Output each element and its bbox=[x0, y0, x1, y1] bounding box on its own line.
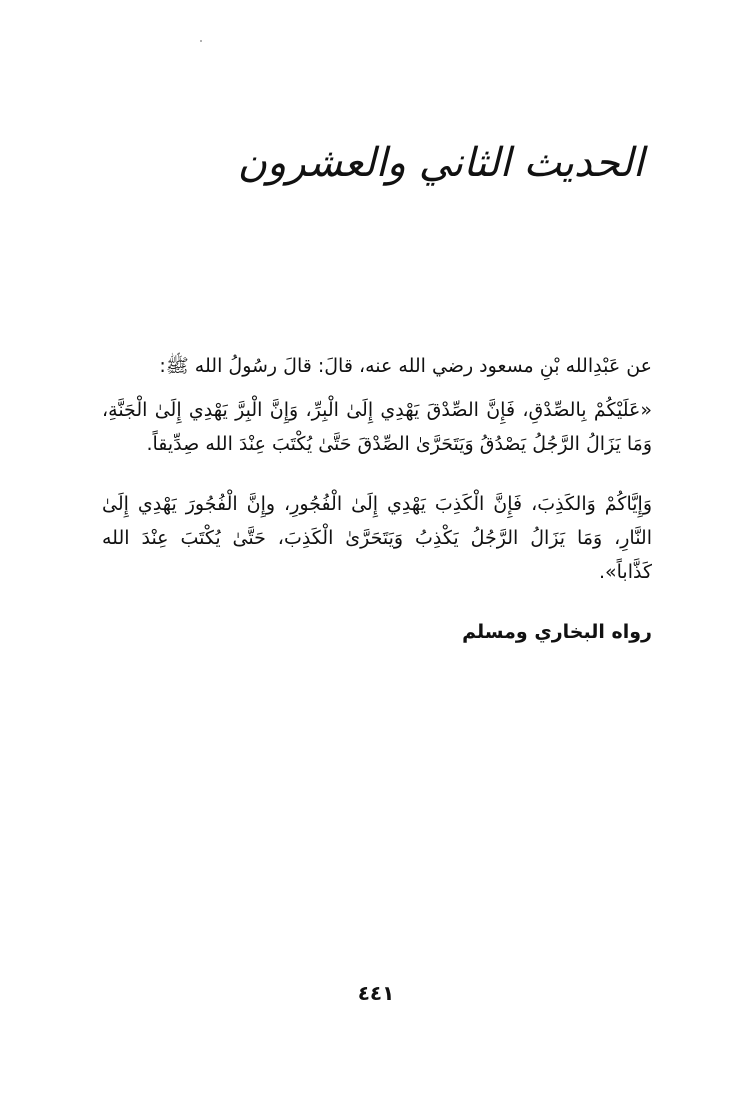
hadith-heading: الحديث الثاني والعشرون bbox=[237, 140, 644, 186]
scan-speck bbox=[200, 40, 202, 42]
page-number: ٤٤١ bbox=[357, 981, 395, 1005]
hadith-source: رواه البخاري ومسلم bbox=[462, 621, 652, 643]
hadith-intro: عن عَبْدِالله بْنِ مسعود رضي الله عنه، قالَ: قالَ رسُولُ الله ﷺ: bbox=[159, 355, 652, 377]
hadith-paragraph-1: «عَلَيْكُمْ بِالصِّدْقِ، فَإِنَّ الصِّدْقَ يَهْدِي إِلَىٰ الْبِرِّ، وَإِنَّ الْبِرَّ يَهْدِي إِلَىٰ الْجَنَّةِ، وَمَا يَزَالُ الرَّجُلُ يَصْدُقُ وَيَتَحَرَّىٰ الصِّدْقَ حَتَّىٰ يُكْتَبَ عِنْدَ الله صِدِّيقاً. bbox=[102, 399, 652, 455]
hadith-paragraph-2: وَإِيَّاكُمْ وَالكَذِبَ، فَإِنَّ الْكَذِبَ يَهْدِي إِلَىٰ الْفُجُورِ، وإِنَّ الْفُجُورَ يَهْدِي إِلَىٰ النَّارِ، وَمَا يَزَالُ الرَّجُلُ يَكْذِبُ وَيَتَحَرَّىٰ الْكَذِبَ، حَتَّىٰ يُكْتَبَ عِنْدَ الله كَذَّاباً». bbox=[102, 493, 652, 583]
